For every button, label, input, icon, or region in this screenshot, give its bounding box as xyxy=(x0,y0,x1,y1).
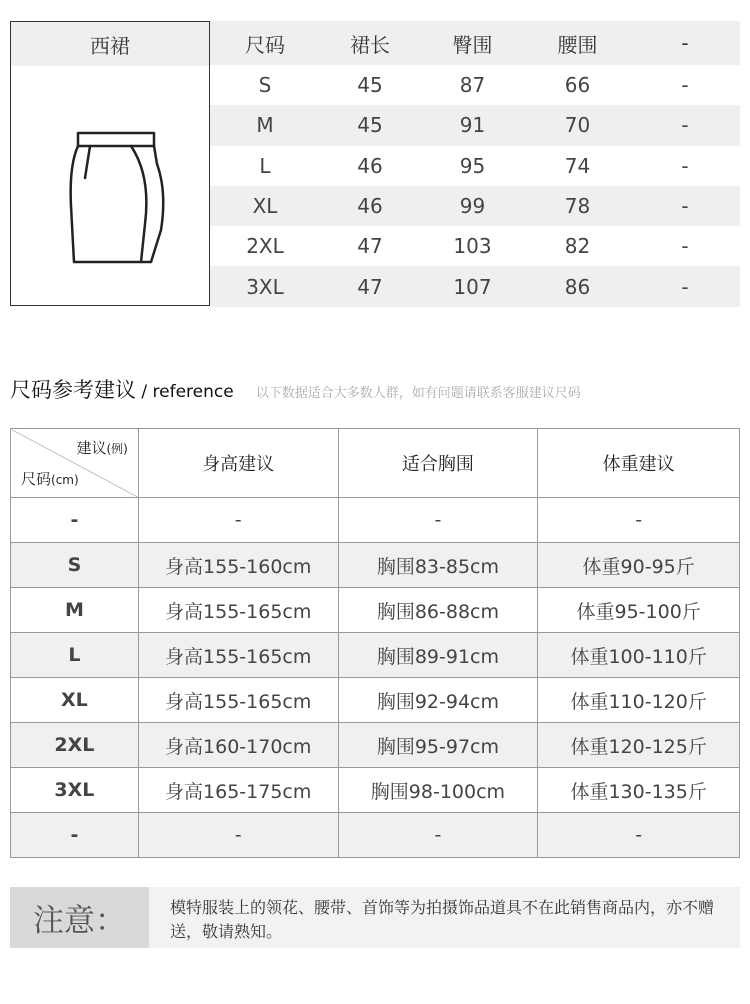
table-cell: 46 xyxy=(357,153,383,178)
recommendation-note: 以下数据适合大多数人群，如有问题请联系客服建议尺码 xyxy=(255,386,581,401)
table-cell: 46 xyxy=(320,186,420,226)
table-cell: 身高160-170cm xyxy=(138,723,338,768)
table-cell: 身高165-175cm xyxy=(138,768,338,813)
recommendation-title-en: / reference xyxy=(136,382,234,402)
table-cell: 体重95-100斤 xyxy=(538,588,740,633)
table-cell: 身高155-160cm xyxy=(138,543,338,588)
table-cell: 95 xyxy=(459,153,486,178)
size-chart-table xyxy=(210,21,740,307)
table-row xyxy=(11,498,740,543)
table-cell: - xyxy=(338,498,538,543)
table-cell: 74 xyxy=(564,153,591,178)
corner-bottom-label: 尺码(cm) xyxy=(21,470,79,488)
table-cell: 82 xyxy=(564,234,591,259)
table-row xyxy=(210,146,740,186)
table-cell: 体重130-135斤 xyxy=(538,768,740,813)
table-cell: 身高155-165cm xyxy=(138,588,338,633)
recommendation-title: 尺码参考建议 xyxy=(10,378,136,402)
table-row xyxy=(210,186,740,226)
table-cell: 87 xyxy=(459,73,486,98)
table-cell: - xyxy=(338,813,538,858)
table-cell: M xyxy=(11,588,139,633)
corner-top-label: 建议(例) xyxy=(76,439,128,457)
size-chart-header: 裙长 xyxy=(320,21,420,65)
recommendation-heading xyxy=(10,374,581,404)
table-cell: S xyxy=(11,543,139,588)
table-cell: 45 xyxy=(357,73,383,98)
table-cell: M xyxy=(210,105,320,145)
table-cell: 103 xyxy=(453,234,492,259)
table-cell: 86 xyxy=(525,266,630,306)
table-cell: 身高155-165cm xyxy=(138,633,338,678)
table-row xyxy=(11,723,740,768)
table-cell: - xyxy=(138,813,338,858)
table-cell: - xyxy=(681,234,689,259)
table-cell: 胸围89-91cm xyxy=(338,633,538,678)
table-cell: 3XL xyxy=(11,768,139,813)
recommendation-header: 适合胸围 xyxy=(338,429,538,498)
table-cell: 胸围95-97cm xyxy=(338,723,538,768)
table-cell: 胸围98-100cm xyxy=(338,768,538,813)
table-cell: XL xyxy=(11,678,139,723)
table-cell: S xyxy=(258,73,272,98)
table-row xyxy=(210,266,740,306)
notice-text: 模特服装上的领花、腰带、首饰等为拍摄饰品道具不在此销售商品内，亦不赠送，敬请熟知。 xyxy=(170,898,715,941)
table-row xyxy=(11,633,740,678)
notice-box xyxy=(10,887,740,948)
table-cell: 107 xyxy=(420,266,525,306)
table-cell: L xyxy=(259,153,271,178)
table-cell: 胸围83-85cm xyxy=(338,543,538,588)
table-cell: 47 xyxy=(357,234,383,259)
table-row xyxy=(210,226,740,266)
corner-header xyxy=(11,429,139,498)
table-cell: 78 xyxy=(525,186,630,226)
table-cell: - xyxy=(630,266,740,306)
table-cell: 身高155-165cm xyxy=(138,678,338,723)
table-cell: - xyxy=(138,498,338,543)
recommendation-header: 体重建议 xyxy=(538,429,740,498)
table-cell: 胸围86-88cm xyxy=(338,588,538,633)
table-cell: 99 xyxy=(420,186,525,226)
table-row xyxy=(210,105,740,145)
table-cell: 体重110-120斤 xyxy=(538,678,740,723)
product-illustration-panel xyxy=(10,21,210,306)
table-cell: 体重120-125斤 xyxy=(538,723,740,768)
table-cell: - xyxy=(538,498,740,543)
table-row xyxy=(11,813,740,858)
table-cell: 3XL xyxy=(210,266,320,306)
recommendation-header-row xyxy=(11,429,740,498)
table-row xyxy=(11,543,740,588)
table-cell: - xyxy=(11,498,139,543)
table-cell: - xyxy=(681,73,689,98)
table-cell: 45 xyxy=(320,105,420,145)
table-row xyxy=(210,65,740,105)
table-cell: - xyxy=(681,153,689,178)
table-cell: - xyxy=(538,813,740,858)
table-cell: - xyxy=(630,186,740,226)
recommendation-table xyxy=(10,428,740,858)
table-row xyxy=(11,768,740,813)
notice-label: 注意： xyxy=(10,887,149,948)
size-chart-header: 尺码 xyxy=(210,21,320,65)
table-cell: - xyxy=(630,105,740,145)
size-chart-header: - xyxy=(630,21,740,65)
size-chart-header-row xyxy=(210,21,740,65)
skirt-illustration xyxy=(59,106,171,284)
table-cell: 2XL xyxy=(246,234,284,259)
table-cell: XL xyxy=(210,186,320,226)
table-cell: 47 xyxy=(320,266,420,306)
table-cell: L xyxy=(11,633,139,678)
table-cell: 体重90-95斤 xyxy=(538,543,740,588)
size-chart-header: 臀围 xyxy=(420,21,525,65)
table-cell: 70 xyxy=(525,105,630,145)
size-chart-header: 腰围 xyxy=(525,21,630,65)
table-cell: 胸围92-94cm xyxy=(338,678,538,723)
table-row xyxy=(11,588,740,633)
product-label: 西裙 xyxy=(11,22,209,66)
table-cell: 体重100-110斤 xyxy=(538,633,740,678)
table-cell: 66 xyxy=(564,73,591,98)
table-cell: 91 xyxy=(420,105,525,145)
table-cell: 2XL xyxy=(11,723,139,768)
table-row xyxy=(11,678,740,723)
recommendation-header: 身高建议 xyxy=(138,429,338,498)
table-cell: - xyxy=(11,813,139,858)
